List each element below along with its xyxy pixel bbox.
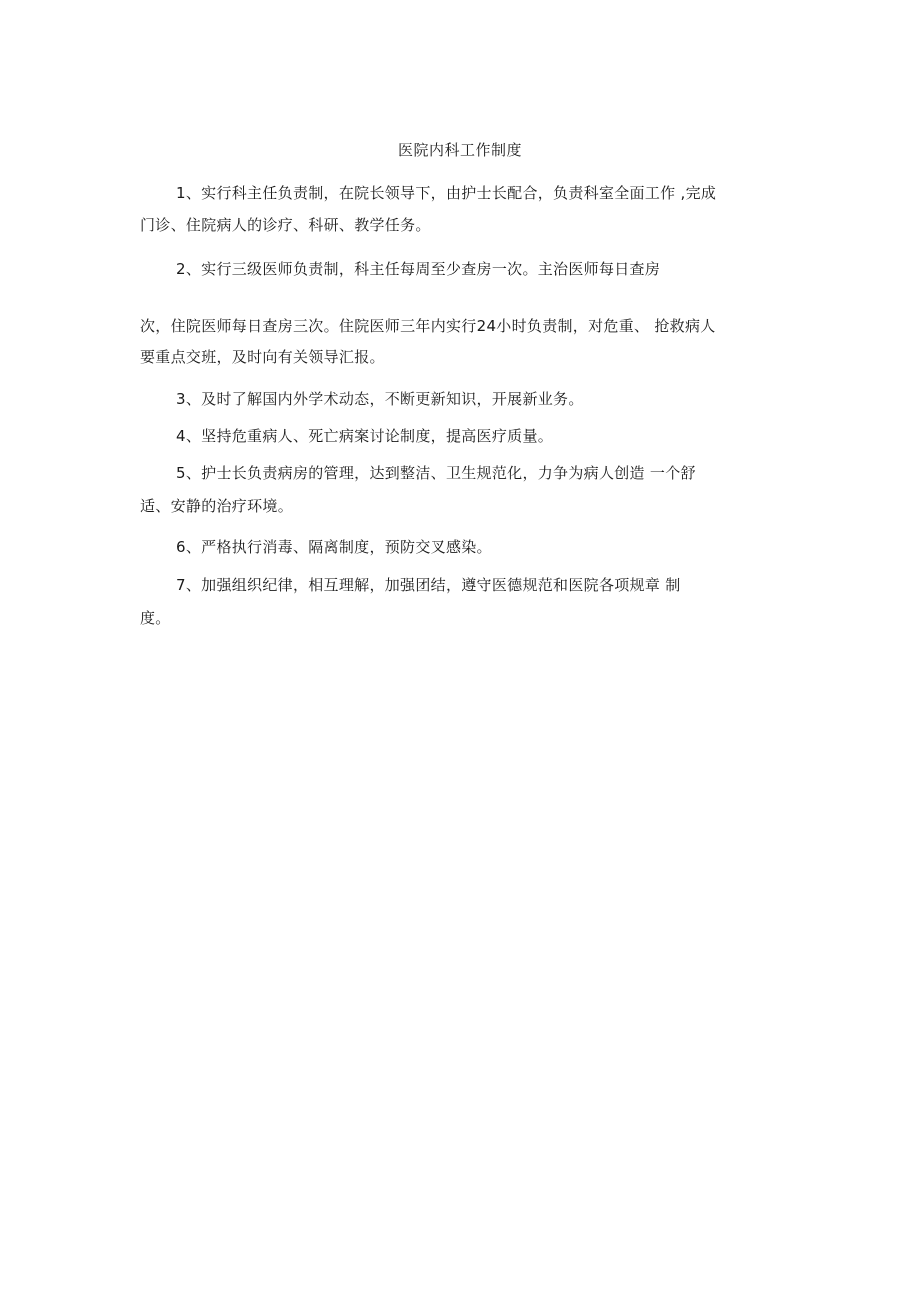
paragraph-line: 门诊、住院病人的诊疗、科研、教学任务。 [140,216,431,234]
paragraph-line: 7、加强组织纪律，相互理解，加强团结，遵守医德规范和医院各项规章 制 [176,576,681,594]
paragraph-line: 2、实行三级医师负责制，科主任每周至少查房一次。主治医师每日查房 [176,260,661,278]
paragraph-line: 6、严格执行消毒、隔离制度，预防交叉感染。 [176,538,492,556]
paragraph-line: 1、实行科主任负责制，在院长领导下，由护士长配合，负责科室全面工作 ,完成 [176,184,717,202]
paragraph-item-5 [140,462,790,517]
paragraph-line: 次，住院医师每日查房三次。住院医师三年内实行24小时负责制，对危重、 抢救病人 [140,317,716,335]
paragraph-item-2 [140,258,790,280]
paragraph-line: 4、坚持危重病人、死亡病案讨论制度，提高医疗质量。 [176,427,554,445]
paragraph-item-6 [140,536,790,558]
paragraph-line: 度。 [140,609,171,627]
paragraph-item-4 [140,425,790,447]
paragraph-line: 3、及时了解国内外学术动态，不断更新知识，开展新业务。 [176,390,584,408]
paragraph-line: 要重点交班，及时向有关领导汇报。 [140,348,385,366]
paragraph-item-1 [140,182,790,236]
paragraph-line: 适、安静的治疗环境。 [140,497,294,515]
paragraph-item-7 [140,574,790,629]
paragraph-line: 5、护士长负责病房的管理，达到整洁、卫生规范化，力争为病人创造 一个舒 [176,464,696,482]
paragraph-item-3 [140,388,790,410]
paragraph-item-2-continued [140,315,790,368]
document-title: 医院内科工作制度 [397,141,522,159]
